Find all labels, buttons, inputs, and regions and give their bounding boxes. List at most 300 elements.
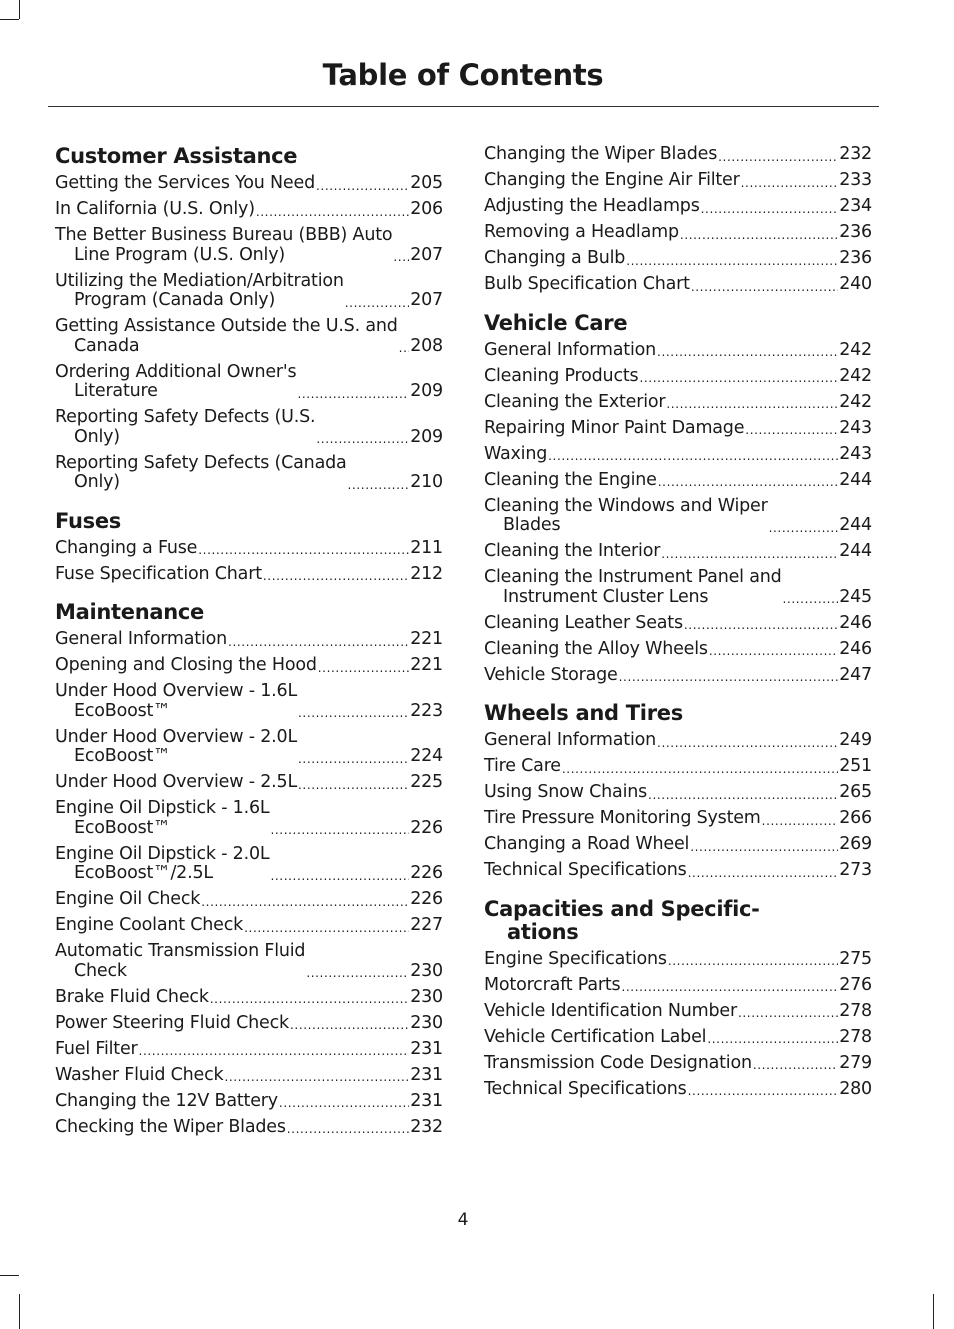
section-heading-line: Fuses: [55, 508, 121, 533]
dot-leader: [228, 638, 409, 646]
toc-entry[interactable]: [484, 367, 872, 387]
entry-title-line: EcoBoost™: [74, 700, 171, 721]
entry-title: [484, 731, 656, 751]
entry-title-line: Repairing Minor Paint Damage: [484, 417, 745, 438]
entry-title-line: EcoBoost™: [74, 817, 171, 838]
entry-title-line: Opening and Closing the Hood: [55, 655, 317, 675]
dot-leader: [270, 872, 409, 880]
entry-title: [484, 341, 656, 361]
crop-mark: [19, 1294, 20, 1329]
entry-page-number: 245: [839, 586, 872, 607]
dot-leader: [139, 1047, 410, 1055]
dot-leader: [548, 452, 838, 460]
toc-entry[interactable]: [484, 471, 872, 491]
toc-entry[interactable]: [55, 1040, 443, 1060]
entry-title: [484, 275, 690, 295]
toc-entry[interactable]: [484, 1028, 872, 1048]
entry-title-line: Cleaning the Engine: [484, 469, 657, 490]
toc-entry[interactable]: [55, 988, 443, 1008]
toc-entry[interactable]: [484, 197, 872, 217]
entry-page-number: 225: [410, 772, 443, 792]
entry-title-line: Getting the Services You Need: [55, 173, 315, 193]
toc-entry[interactable]: [484, 249, 872, 269]
dot-leader: [680, 231, 838, 239]
page-title: Table of Contents: [322, 58, 604, 92]
entry-title-line: Using Snow Chains: [484, 782, 648, 802]
dot-leader: [348, 481, 410, 489]
toc-entry[interactable]: [484, 783, 872, 803]
dot-leader: [688, 869, 839, 877]
entry-title: [55, 454, 347, 493]
entry-title-line: Literature: [74, 381, 158, 401]
entry-page-number: 243: [839, 443, 872, 464]
entry-title: [484, 976, 620, 996]
entry-page-number: 280: [839, 1078, 872, 1099]
entry-page-number: 236: [839, 248, 872, 268]
dot-leader: [270, 826, 409, 834]
entry-title-line: Blades: [503, 515, 561, 535]
dot-leader: [657, 348, 838, 356]
toc-entry[interactable]: [55, 916, 443, 936]
toc-section: [55, 510, 443, 585]
entry-title-line: Engine Coolant Check: [55, 915, 244, 935]
crop-mark: [0, 1275, 19, 1276]
toc-entry[interactable]: [55, 773, 443, 793]
entry-title-line: EcoBoost™/2.5L: [74, 863, 213, 883]
entry-page-number: 209: [410, 381, 443, 401]
entry-page-number: 226: [410, 817, 443, 838]
entry-title-line: Under Hood Overview - 2.0L: [55, 726, 297, 747]
dot-leader: [648, 791, 838, 799]
entry-page-number: 226: [410, 889, 443, 909]
dot-leader: [783, 595, 839, 603]
dot-leader: [691, 283, 838, 291]
toc-section: [55, 601, 443, 1137]
entry-title: [55, 1040, 138, 1060]
entry-title-line: Check: [74, 960, 127, 981]
dot-leader: [619, 673, 839, 681]
entry-title: [55, 174, 315, 194]
toc-column-left: [55, 145, 443, 1154]
entry-page-number: 210: [410, 472, 443, 492]
entry-title: [484, 197, 700, 217]
entry-title-line: Getting Assistance Outside the U.S. and: [55, 316, 398, 336]
dot-leader: [318, 664, 409, 672]
toc-entry[interactable]: [55, 890, 443, 910]
entry-title: [484, 666, 618, 686]
entry-page-number: 275: [839, 948, 872, 969]
entry-title: [484, 568, 782, 607]
toc-entry[interactable]: [55, 317, 443, 356]
toc-entry[interactable]: [484, 275, 872, 295]
entry-title-line: Cleaning Leather Seats: [484, 612, 683, 633]
entry-page-number: 227: [410, 915, 443, 935]
entry-page-number: 246: [839, 638, 872, 659]
entry-page-number: 244: [839, 541, 872, 561]
entry-title-line: Changing the 12V Battery: [55, 1090, 278, 1111]
toc-entry[interactable]: [55, 200, 443, 220]
entry-title-line: EcoBoost™: [74, 746, 171, 766]
section-heading: [55, 510, 443, 533]
entry-page-number: 224: [410, 746, 443, 766]
entry-title: [484, 614, 683, 634]
dot-leader: [745, 426, 838, 434]
entry-title: [484, 497, 768, 536]
entry-title: [55, 1118, 286, 1138]
entry-title: [55, 773, 297, 793]
entry-title-line: Utilizing the Mediation/Arbitration: [55, 270, 344, 291]
entry-title-line: General Information: [55, 629, 228, 649]
toc-entry[interactable]: [55, 565, 443, 585]
entry-title: [55, 272, 344, 311]
dot-leader: [198, 546, 409, 554]
entry-title-line: Technical Specifications: [484, 1078, 687, 1099]
entry-page-number: 230: [410, 1012, 443, 1033]
entry-page-number: 212: [410, 563, 443, 584]
toc-entry[interactable]: [55, 1066, 443, 1086]
entry-page-number: 231: [410, 1064, 443, 1085]
page-number: 4: [457, 1210, 469, 1230]
entry-title-line: Fuse Specification Chart: [55, 563, 262, 584]
entry-page-number: 243: [839, 417, 872, 438]
entry-page-number: 231: [410, 1090, 443, 1111]
dot-leader: [701, 205, 839, 213]
toc-entry[interactable]: [55, 226, 443, 265]
entry-title: [484, 1080, 687, 1100]
entry-title: [484, 542, 660, 562]
toc-entry[interactable]: [55, 682, 443, 721]
toc-entry[interactable]: [55, 728, 443, 767]
entry-title-line: Ordering Additional Owner's: [55, 361, 297, 382]
dot-leader: [626, 257, 838, 265]
entry-title-line: Under Hood Overview - 2.5L: [55, 772, 297, 792]
entry-title-line: Engine Oil Dipstick - 2.0L: [55, 843, 270, 864]
entry-title: [484, 419, 744, 439]
toc-entry[interactable]: [484, 497, 872, 536]
toc-entry[interactable]: [484, 1054, 872, 1074]
entry-title: [484, 835, 689, 855]
toc-entry[interactable]: [484, 145, 872, 165]
toc-entry[interactable]: [55, 1014, 443, 1034]
entry-title-line: Washer Fluid Check: [55, 1064, 224, 1085]
toc-entry[interactable]: [484, 731, 872, 751]
section-heading-line: Capacities and Specific-: [484, 896, 760, 921]
entry-title-line: Vehicle Storage: [484, 664, 618, 685]
toc-entry[interactable]: [484, 393, 872, 413]
toc-section: [484, 145, 872, 295]
toc-section: [484, 898, 872, 1100]
dot-leader: [263, 572, 409, 580]
entry-title-line: In California (U.S. Only): [55, 199, 255, 219]
entry-page-number: 247: [839, 664, 872, 685]
dot-leader: [668, 957, 838, 965]
entry-title-line: General Information: [484, 730, 657, 750]
entry-title: [55, 1092, 278, 1112]
dot-leader: [718, 153, 838, 161]
entry-page-number: 276: [839, 974, 872, 995]
crop-mark: [933, 1294, 934, 1329]
toc-entry[interactable]: [484, 835, 872, 855]
toc-entry[interactable]: [55, 656, 443, 676]
entry-page-number: 206: [410, 199, 443, 219]
entry-page-number: 242: [839, 391, 872, 412]
entry-page-number: 273: [839, 860, 872, 880]
entry-page-number: 226: [410, 863, 443, 883]
dot-leader: [769, 524, 839, 532]
toc-entry[interactable]: [55, 408, 443, 447]
dot-leader: [345, 299, 409, 307]
entry-page-number: 221: [410, 629, 443, 649]
dot-leader: [244, 924, 409, 932]
entry-title: [484, 445, 547, 465]
entry-page-number: 221: [410, 655, 443, 675]
toc-entry[interactable]: [55, 174, 443, 194]
toc-entry[interactable]: [55, 942, 443, 981]
toc-entry[interactable]: [484, 223, 872, 243]
entry-page-number: 230: [410, 960, 443, 981]
entry-title: [484, 367, 638, 387]
section-heading-line: Wheels and Tires: [484, 701, 683, 725]
entry-page-number: 242: [839, 339, 872, 360]
toc-entry[interactable]: [484, 419, 872, 439]
entry-title: [55, 200, 255, 220]
entry-title-line: Instrument Cluster Lens: [503, 586, 709, 607]
dot-leader: [707, 1035, 838, 1043]
entry-title: [484, 223, 679, 243]
dot-leader: [639, 374, 838, 382]
toc-entry[interactable]: [484, 976, 872, 996]
entry-title-line: Canada: [74, 335, 140, 356]
entry-title: [55, 728, 297, 767]
entry-title-line: Changing a Road Wheel: [484, 834, 690, 854]
entry-page-number: 207: [410, 244, 443, 265]
dot-leader: [201, 898, 409, 906]
dot-leader: [657, 739, 838, 747]
dot-leader: [306, 969, 409, 977]
entry-page-number: 231: [410, 1038, 443, 1059]
dot-leader: [688, 1087, 839, 1095]
entry-title: [484, 809, 761, 829]
entry-title: [484, 640, 708, 660]
dot-leader: [298, 781, 409, 789]
dot-leader: [256, 208, 409, 216]
toc-entry[interactable]: [55, 272, 443, 311]
entry-page-number: 244: [839, 515, 872, 535]
toc-entry[interactable]: [484, 1080, 872, 1100]
toc-section: [55, 145, 443, 493]
entry-title: [55, 916, 243, 936]
toc-entry[interactable]: [484, 614, 872, 634]
toc-entry[interactable]: [484, 542, 872, 562]
entry-page-number: 232: [410, 1116, 443, 1137]
toc-entry[interactable]: [484, 341, 872, 361]
toc-entry[interactable]: [55, 630, 443, 650]
entry-title-line: Changing a Bulb: [484, 248, 626, 268]
entry-title-line: Technical Specifications: [484, 860, 687, 880]
entry-title-line: Checking the Wiper Blades: [55, 1116, 286, 1137]
dot-leader: [316, 182, 409, 190]
entry-title: [55, 682, 297, 721]
toc-entry[interactable]: [55, 845, 443, 884]
dot-leader: [316, 435, 409, 443]
entry-title: [484, 171, 740, 191]
entry-page-number: 211: [410, 537, 443, 558]
entry-title: [55, 890, 200, 910]
entry-title-line: Motorcraft Parts: [484, 974, 621, 995]
entry-title: [55, 317, 398, 356]
toc-section: [484, 702, 872, 881]
entry-title-line: Changing the Engine Air Filter: [484, 170, 740, 190]
entry-title-line: Engine Specifications: [484, 948, 667, 969]
dot-leader: [224, 1073, 409, 1081]
entry-title: [55, 565, 262, 585]
entry-title-line: Cleaning the Windows and Wiper: [484, 495, 768, 516]
entry-page-number: 249: [839, 730, 872, 750]
entry-title-line: The Better Business Bureau (BBB) Auto: [55, 225, 393, 245]
entry-title: [484, 145, 717, 165]
dot-leader: [562, 765, 838, 773]
entry-page-number: 242: [839, 365, 872, 386]
toc-entry[interactable]: [484, 568, 872, 607]
toc-entry[interactable]: [484, 445, 872, 465]
entry-title-line: General Information: [484, 339, 657, 360]
entry-title-line: Vehicle Certification Label: [484, 1026, 707, 1047]
entry-title: [55, 799, 269, 838]
entry-title-line: Only): [74, 426, 120, 447]
section-heading: [55, 601, 443, 624]
entry-title-line: Reporting Safety Defects (U.S.: [55, 407, 316, 427]
entry-title-line: Changing the Wiper Blades: [484, 144, 718, 164]
dot-leader: [393, 253, 409, 261]
crop-mark: [0, 19, 19, 20]
toc-entry[interactable]: [484, 666, 872, 686]
entry-page-number: 279: [839, 1052, 872, 1073]
section-heading: [484, 702, 872, 725]
toc-entry[interactable]: [484, 640, 872, 660]
dot-leader: [210, 995, 409, 1003]
dot-leader: [661, 550, 838, 558]
toc-entry[interactable]: [484, 861, 872, 881]
entry-title-line: Removing a Headlamp: [484, 222, 679, 242]
toc-entry[interactable]: [55, 1118, 443, 1138]
dot-leader: [690, 843, 838, 851]
toc-entry[interactable]: [484, 950, 872, 970]
entry-page-number: 266: [839, 808, 872, 828]
entry-page-number: 207: [410, 290, 443, 310]
entry-title: [484, 783, 647, 803]
entry-title-line: Cleaning the Exterior: [484, 391, 666, 412]
entry-title-line: Line Program (U.S. Only): [74, 244, 285, 265]
entry-page-number: 208: [410, 335, 443, 356]
dot-leader: [297, 390, 409, 398]
entry-title-line: Waxing: [484, 443, 548, 464]
dot-leader: [279, 1099, 409, 1107]
dot-leader: [741, 179, 839, 187]
entry-title-line: Power Steering Fluid Check: [55, 1012, 289, 1033]
entry-title-line: Under Hood Overview - 1.6L: [55, 681, 297, 701]
toc-entry[interactable]: [484, 757, 872, 777]
entry-page-number: 269: [839, 834, 872, 854]
entry-page-number: 240: [839, 274, 872, 294]
entry-page-number: 233: [839, 170, 872, 190]
dot-leader: [298, 709, 409, 717]
entry-title-line: Tire Care: [484, 756, 561, 776]
entry-title-line: Automatic Transmission Fluid: [55, 941, 306, 961]
entry-title: [55, 656, 317, 676]
entry-page-number: 209: [410, 426, 443, 447]
toc-entry[interactable]: [484, 171, 872, 191]
entry-page-number: 244: [839, 469, 872, 490]
toc-entry[interactable]: [484, 809, 872, 829]
entry-title: [55, 363, 296, 402]
title-divider: [48, 106, 879, 107]
entry-page-number: 278: [839, 1000, 872, 1021]
entry-title-line: Cleaning the Interior: [484, 541, 661, 561]
entry-title-line: Changing a Fuse: [55, 537, 198, 558]
entry-title: [55, 1066, 223, 1086]
entry-page-number: 265: [839, 782, 872, 802]
dot-leader: [666, 400, 838, 408]
section-heading: [484, 312, 872, 335]
entry-title-line: Only): [74, 472, 120, 492]
dot-leader: [290, 1021, 409, 1029]
section-heading-line: Maintenance: [55, 600, 204, 624]
section-heading-line: ations: [507, 919, 579, 944]
entry-title-line: Program (Canada Only): [74, 290, 276, 310]
entry-title-line: Adjusting the Headlamps: [484, 196, 700, 216]
entry-title-line: Cleaning Products: [484, 365, 639, 386]
dot-leader: [298, 755, 409, 763]
entry-title-line: Brake Fluid Check: [55, 986, 209, 1007]
entry-title: [55, 942, 305, 981]
entry-title-line: Bulb Specification Chart: [484, 274, 690, 294]
toc-entry[interactable]: [55, 539, 443, 559]
entry-title: [484, 950, 667, 970]
entry-title: [55, 988, 209, 1008]
section-heading: [484, 898, 872, 944]
entry-title: [484, 393, 665, 413]
dot-leader: [753, 1061, 838, 1069]
toc-entry[interactable]: [55, 799, 443, 838]
entry-title-line: Reporting Safety Defects (Canada: [55, 452, 347, 473]
toc-entry[interactable]: [55, 363, 443, 402]
entry-title-line: Engine Oil Dipstick - 1.6L: [55, 798, 270, 818]
entry-page-number: 234: [839, 196, 872, 216]
toc-entry[interactable]: [55, 454, 443, 493]
entry-page-number: 246: [839, 612, 872, 633]
toc-entry[interactable]: [55, 1092, 443, 1112]
entry-title: [55, 845, 269, 884]
entry-page-number: 232: [839, 144, 872, 164]
entry-title-line: Fuel Filter: [55, 1038, 138, 1059]
dot-leader: [399, 344, 410, 352]
entry-title: [484, 249, 625, 269]
entry-page-number: 230: [410, 986, 443, 1007]
entry-title-line: Tire Pressure Monitoring System: [484, 808, 761, 828]
dot-leader: [684, 621, 838, 629]
toc-column-right: [484, 145, 872, 1116]
dot-leader: [621, 983, 838, 991]
toc-entry[interactable]: [484, 1002, 872, 1022]
entry-title-line: Transmission Code Designation: [484, 1052, 752, 1073]
entry-title: [484, 861, 687, 881]
dot-leader: [738, 1009, 838, 1017]
entry-title-line: Cleaning the Instrument Panel and: [484, 567, 782, 587]
entry-title: [484, 1002, 737, 1022]
dot-leader: [762, 817, 839, 825]
entry-title: [55, 408, 315, 447]
entry-title: [55, 630, 227, 650]
